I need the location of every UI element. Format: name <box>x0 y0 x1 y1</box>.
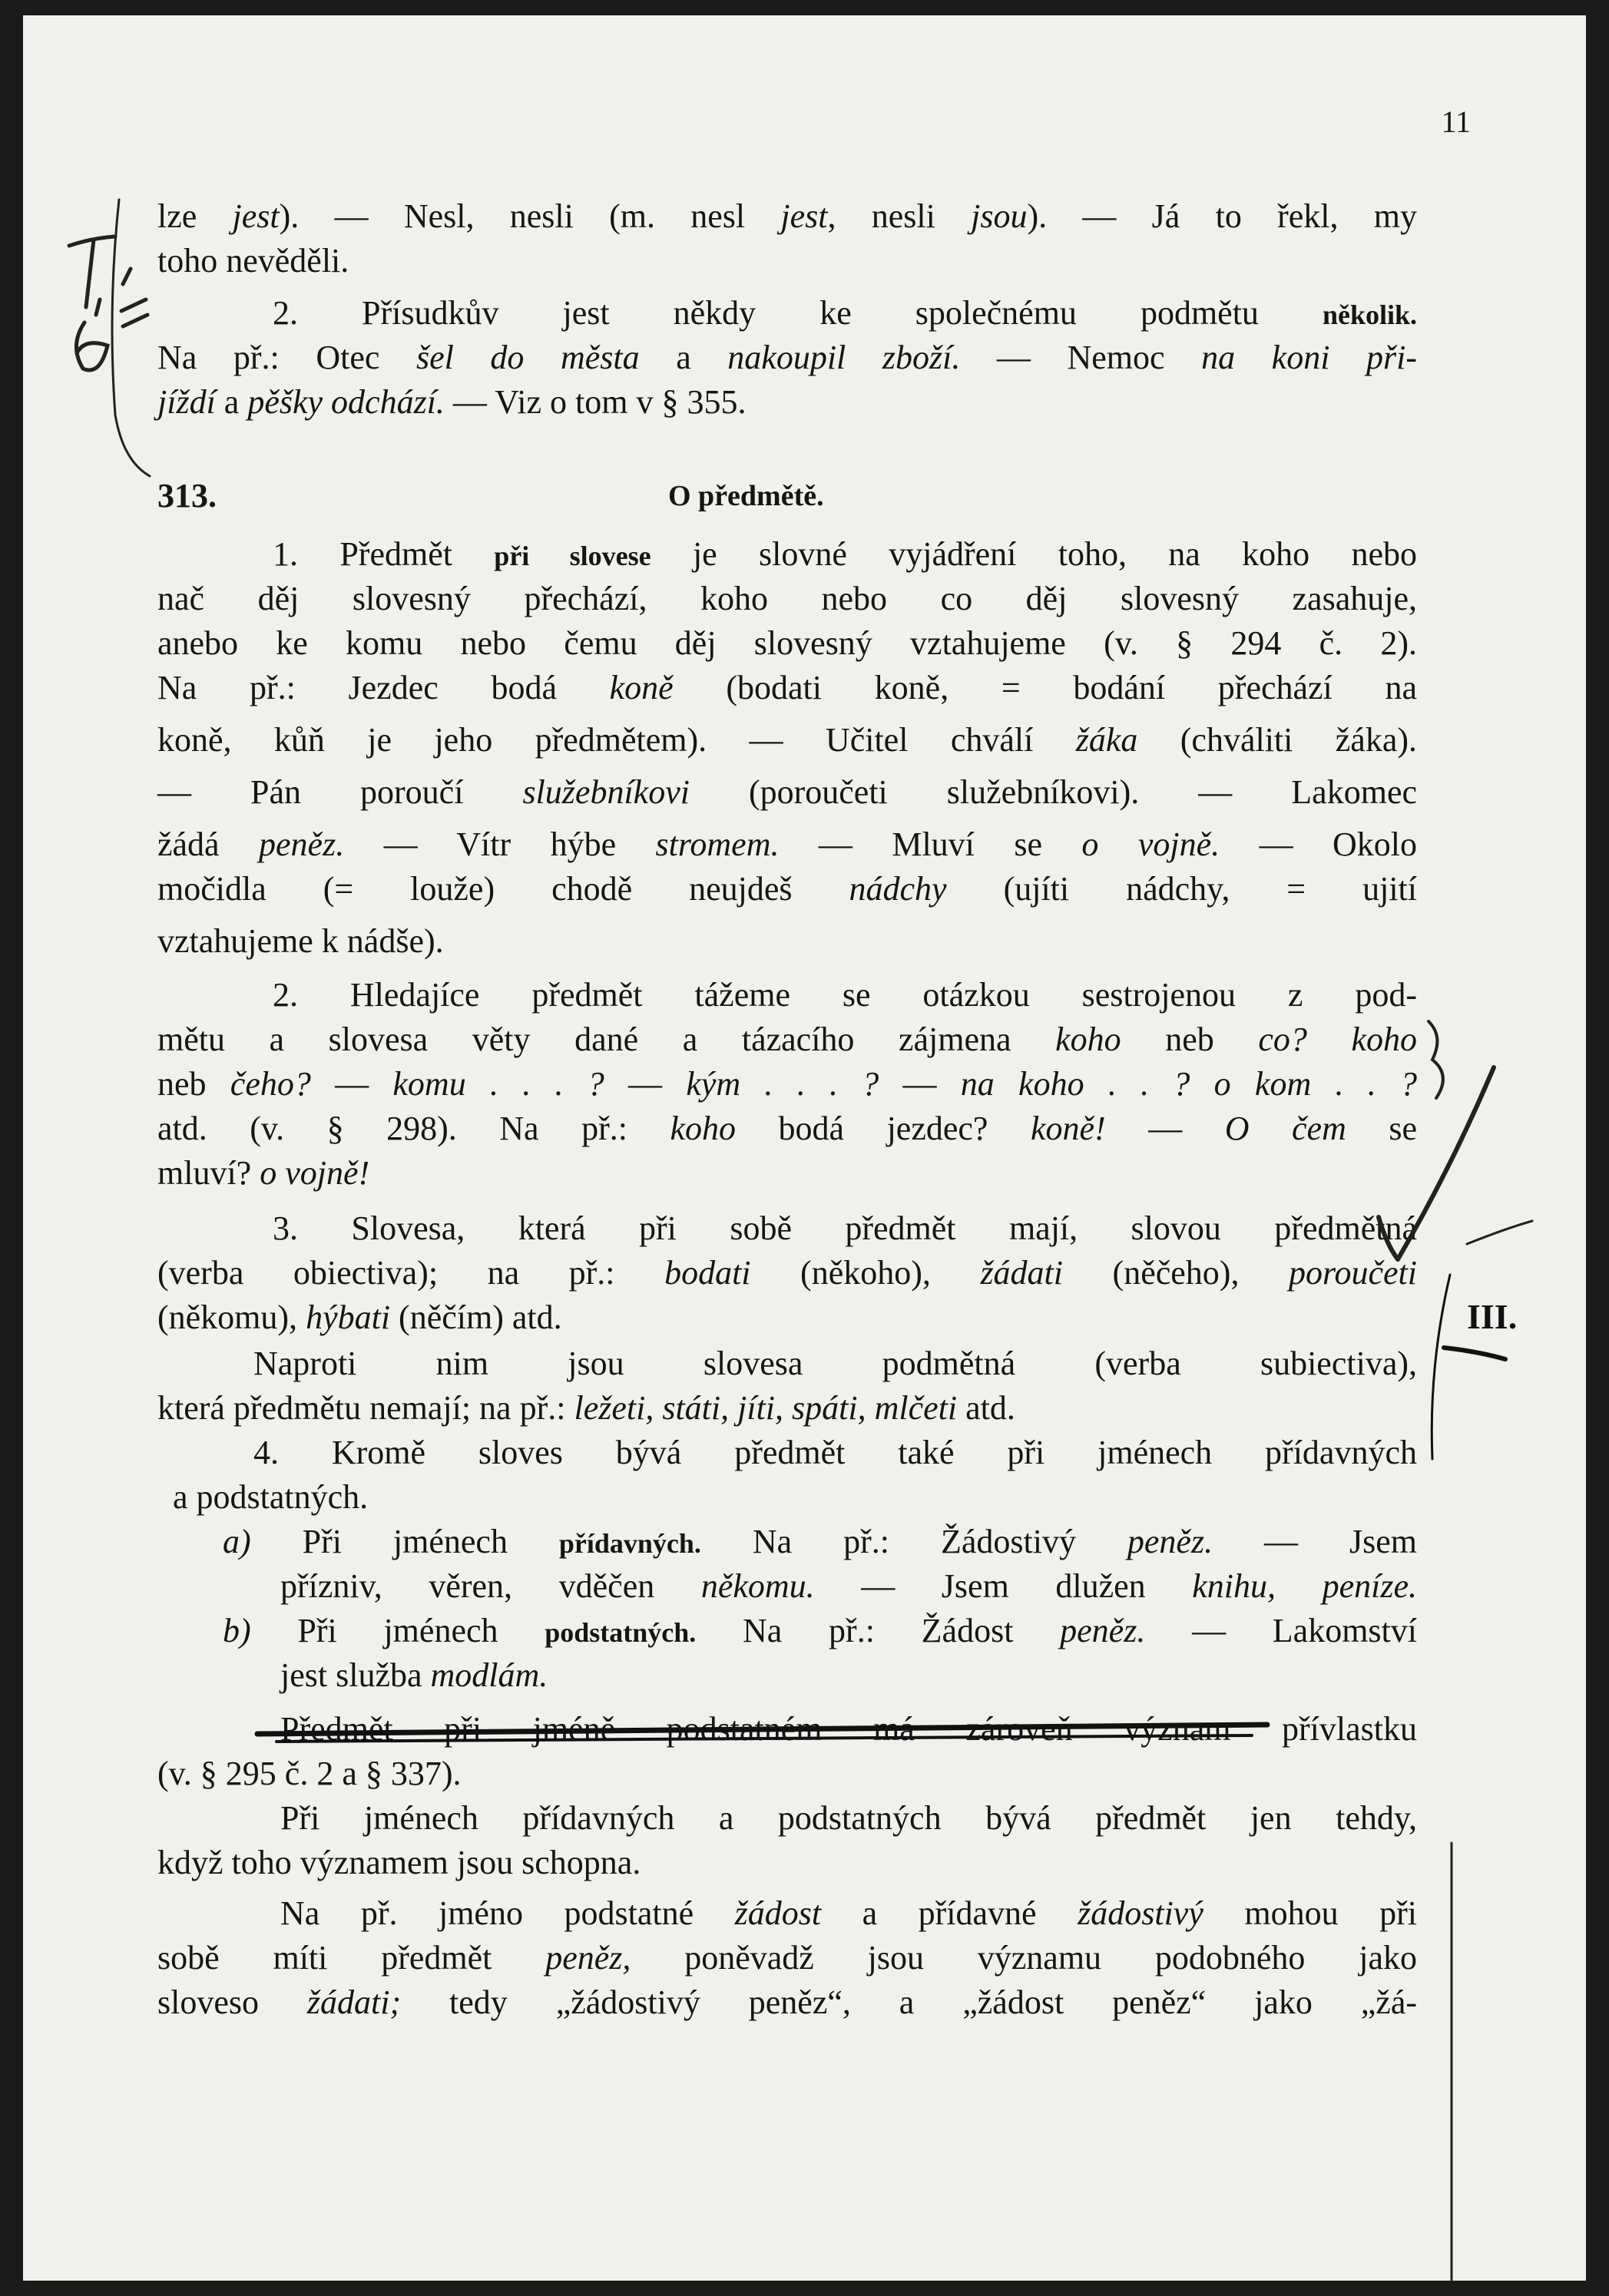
page-number: 11 <box>1441 104 1471 139</box>
text-line: 3. Slovesa, která při sobě předmět mají, slovou předmětná <box>273 1209 1417 1247</box>
text-line: sloveso žádati; tedy „žádostivý peněz“, a „žádost peněz“ jako „žá- <box>157 1983 1417 2021</box>
text-line: mětu a slovesa věty dané a tázacího zájmena koho neb co? koho <box>157 1021 1417 1058</box>
text-line: přízniv, věren, vděčen někomu. — Jsem dlužen knihu, peníze. <box>280 1567 1417 1605</box>
text-line: Naproti nim jsou slovesa podmětná (verba subiectiva), <box>253 1345 1417 1382</box>
margin-note-left-text: T. 6. <box>78 301 80 302</box>
text-line: vztahujeme k nádše). <box>157 922 444 960</box>
book-page <box>23 15 1586 2281</box>
text-line: nač děj slovesný přechází, koho nebo co děj slovesný zasahuje, <box>157 580 1417 617</box>
text-line: (verba obiectiva); na př.: bodati (někoho), žádati (něčeho), poroučeti <box>157 1254 1417 1292</box>
text-line: Předmět při jméně podstatném má zároveň význam přívlastku <box>280 1710 1417 1748</box>
text-line: jest služba modlám. <box>280 1656 548 1694</box>
text-line: Při jménech přídavných a podstatných bývá předmět jen tehdy, <box>280 1799 1417 1837</box>
section-title: O předmětě. <box>668 480 824 512</box>
text-line: když toho významem jsou schopna. <box>157 1844 641 1881</box>
section-number: 313. <box>157 477 217 514</box>
text-line: a podstatných. <box>173 1478 369 1516</box>
text-line: sobě míti předmět peněz, poněvadž jsou významu podobného jako <box>157 1939 1417 1977</box>
text-line: Na př.: Jezdec bodá koně (bodati koně, = bodání přechází na <box>157 669 1417 706</box>
text-line: mluví? o vojně! <box>157 1154 370 1192</box>
text-line: Na př. jméno podstatné žádost a přídavné žádostivý mohou při <box>280 1894 1417 1932</box>
text-line: atd. (v. § 298). Na př.: koho bodá jezdec? koně! — O čem se <box>157 1110 1418 1147</box>
text-line: 2. Hledajíce předmět tážeme se otázkou sestrojenou z pod- <box>273 976 1417 1014</box>
margin-note-left <box>69 200 150 476</box>
text-line: b) Při jménech podstatných. Na př.: Žádost peněz. — Lakomství <box>223 1612 1418 1649</box>
text-line: — Pán poroučí služebníkovi (poroučeti služebníkovi). — Lakomec <box>157 773 1417 811</box>
text-line: (někomu), hýbati (něčím) atd. <box>157 1299 562 1336</box>
text-line: 2. Přísudkův jest někdy ke společnému podmětu několik. <box>273 294 1417 332</box>
text-line: toho nevěděli. <box>157 242 349 280</box>
text-line: jíždí a pěšky odchází. — Viz o tom v § 355. <box>157 383 747 421</box>
text-line: močidla (= louže) chodě neujdeš nádchy (ujíti nádchy, = ujití <box>157 870 1417 908</box>
text-line: která předmětu nemají; na př.: ležeti, státi, jíti, spáti, mlčeti atd. <box>157 1389 1015 1427</box>
text-line: koně, kůň je jeho předmětem). — Učitel chválí žáka (chváliti žáka). <box>157 721 1417 759</box>
text-line: Na př.: Otec šel do města a nakoupil zboží. — Nemoc na koni při- <box>157 339 1418 376</box>
margin-note-right <box>1432 1275 1505 1459</box>
text-line: a) Při jménech přídavných. Na př.: Žádostivý peněz. — Jsem <box>223 1523 1417 1560</box>
margin-note-right-text: III. <box>1467 1297 1518 1336</box>
text-line: (v. § 295 č. 2 a § 337). <box>157 1755 462 1792</box>
text-line: lze jest). — Nesl, nesli (m. nesl jest, nesli jsou). — Já to řekl, my <box>157 197 1417 235</box>
text-line: anebo ke komu nebo čemu děj slovesný vztahujeme (v. § 294 č. 2). <box>157 624 1417 662</box>
text-line: 4. Kromě sloves bývá předmět také při jménech přídavných <box>253 1434 1417 1471</box>
text-line: žádá peněz. — Vítr hýbe stromem. — Mluví se o vojně. — Okolo <box>157 825 1417 863</box>
text-line: neb čeho? — komu . . . ? — kým . . . ? — na koho . . ? o kom . . ? <box>157 1065 1418 1103</box>
text-line: 1. Předmět při slovese je slovné vyjádření toho, na koho nebo <box>273 535 1417 573</box>
